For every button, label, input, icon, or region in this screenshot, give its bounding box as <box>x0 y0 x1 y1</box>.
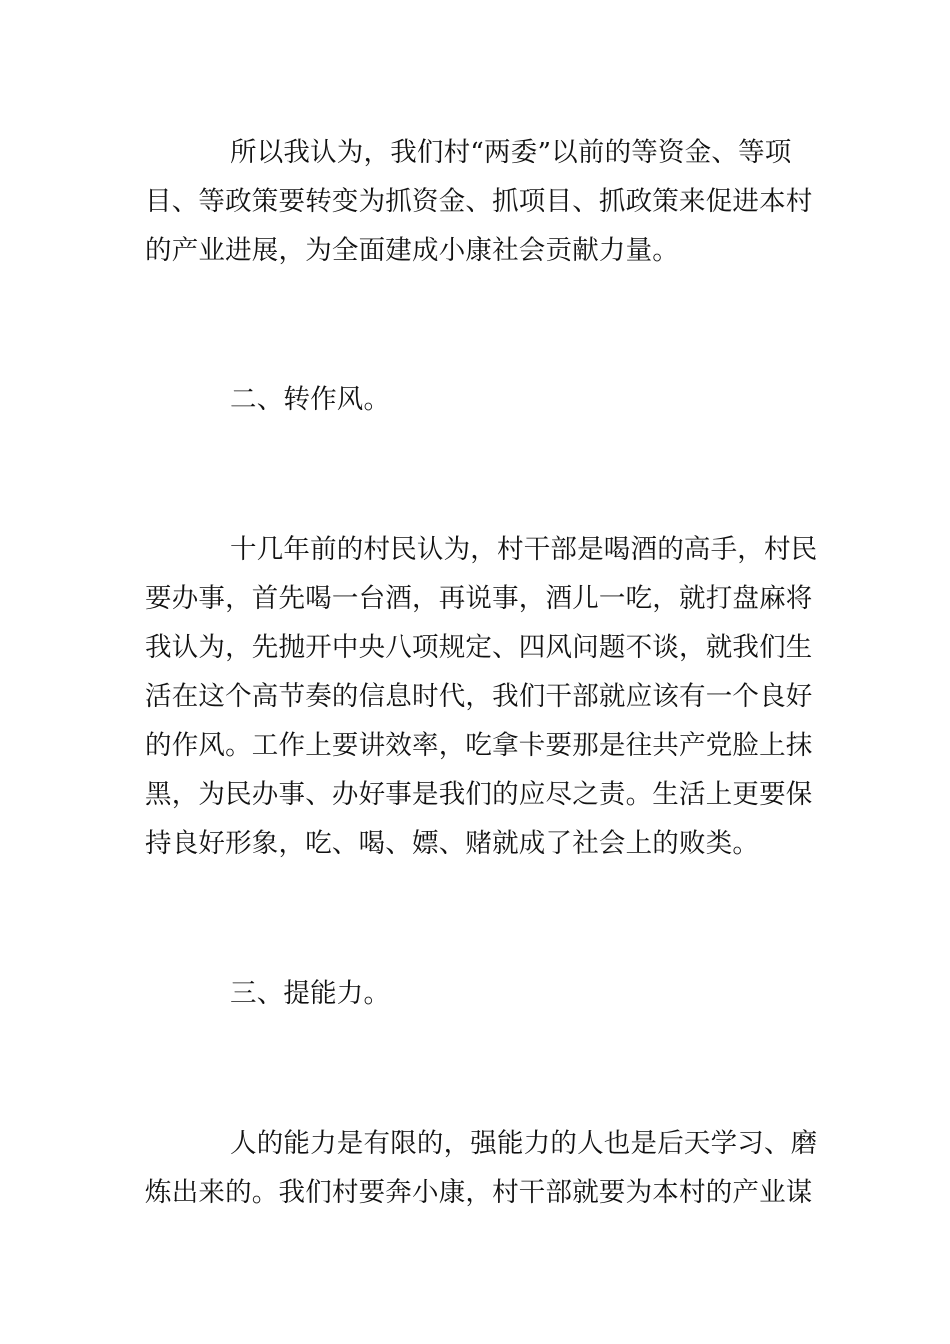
paragraph-2-line-5: 的作风。工作上要讲效率，吃拿卡要那是往共产党脸上抹 <box>145 730 813 761</box>
paragraph-2-line-4: 活在这个高节奏的信息时代，我们干部就应该有一个良好 <box>145 681 813 712</box>
paragraph-2-line-6: 黑，为民办事、办好事是我们的应尽之责。生活上更要保 <box>145 779 813 810</box>
section-heading-3: 三、提能力。 <box>230 978 391 1009</box>
paragraph-2-line-3: 我认为，先抛开中央八项规定、四风问题不谈，就我们生 <box>145 632 813 663</box>
paragraph-3-line-2: 炼出来的。我们村要奔小康，村干部就要为本村的产业谋 <box>145 1177 813 1208</box>
paragraph-2-line-2: 要办事，首先喝一台酒，再说事，酒儿一吃，就打盘麻将 <box>145 583 813 614</box>
paragraph-1-line-1: 所以我认为，我们村“两委”以前的等资金、等项 <box>230 137 792 168</box>
paragraph-2-line-7: 持良好形象，吃、喝、嫖、赌就成了社会上的败类。 <box>145 828 760 859</box>
paragraph-1-line-3: 的产业进展，为全面建成小康社会贡献力量。 <box>145 235 679 266</box>
paragraph-3-line-1: 人的能力是有限的，强能力的人也是后天学习、磨 <box>230 1128 818 1159</box>
paragraph-2-line-1: 十几年前的村民认为，村干部是喝酒的高手，村民 <box>230 534 818 565</box>
section-heading-2: 二、转作风。 <box>230 384 391 415</box>
paragraph-1-line-2: 目、等政策要转变为抓资金、抓项目、抓政策来促进本村 <box>145 186 813 217</box>
